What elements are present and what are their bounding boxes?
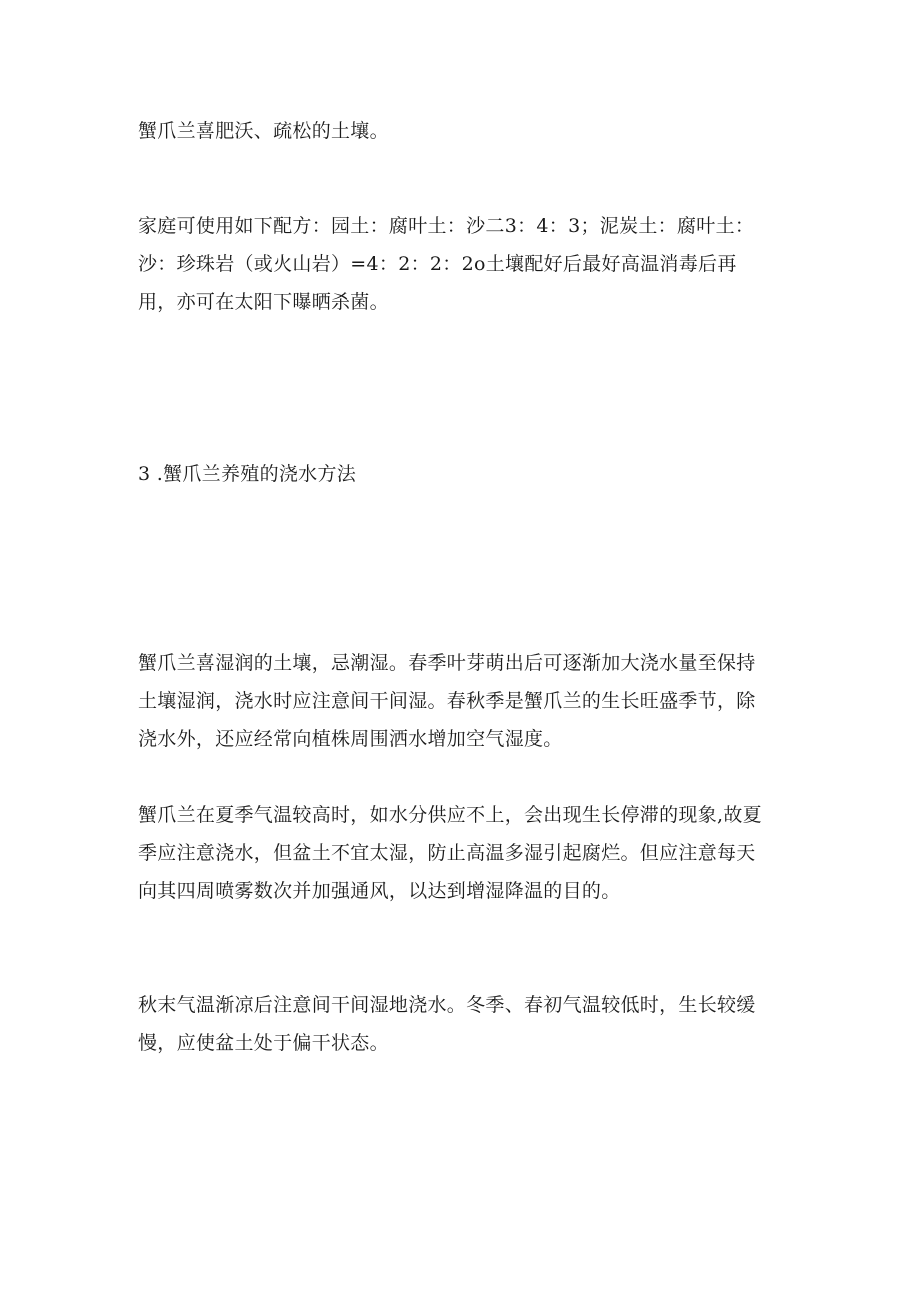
paragraph-watering-spring <box>138 644 788 758</box>
text-line: 蟹爪兰喜湿润的土壤，忌潮湿。春季叶芽萌出后可逐渐加大浇水量至保持 <box>138 652 756 674</box>
paragraph-soil-preference <box>138 112 788 150</box>
text-line: 季应注意浇水，但盆土不宜太湿，防止高温多湿引起腐烂。但应注意每天 <box>138 842 756 864</box>
paragraph-watering-summer <box>138 796 788 910</box>
text-line: 用，亦可在太阳下曝晒杀菌。 <box>138 291 389 313</box>
paragraph-soil-formula <box>138 207 788 321</box>
text-line: 慢，应使盆土处于偏干状态。 <box>138 1032 389 1054</box>
text-line: 秋末气温渐凉后注意间干间湿地浇水。冬季、春初气温较低时，生长较缓 <box>138 994 756 1016</box>
text-line: 蟹爪兰在夏季气温较高时，如水分供应不上，会出现生长停滞的现象,故夏 <box>138 804 762 826</box>
text-line: 土壤湿润，浇水时应注意间干间湿。春秋季是蟹爪兰的生长旺盛季节，除 <box>138 690 756 712</box>
section-heading-watering <box>138 455 788 493</box>
text-line: 浇水外，还应经常向植株周围洒水增加空气湿度。 <box>138 728 563 750</box>
text-line: 向其四周喷雾数次并加强通风，以达到增湿降温的目的。 <box>138 880 621 902</box>
paragraph-watering-autumn-winter <box>138 986 788 1062</box>
text-line: 蟹爪兰喜肥沃、疏松的土壤。 <box>138 120 389 142</box>
text-line: 沙：珍珠岩（或火山岩）=4：2：2：2o土壤配好后最好高温消毒后再 <box>138 253 737 275</box>
text-line: 家庭可使用如下配方：园土：腐叶土：沙二3：4：3；泥炭土：腐叶土： <box>138 215 755 237</box>
heading-text: 3 .蟹爪兰养殖的浇水方法 <box>138 463 357 485</box>
